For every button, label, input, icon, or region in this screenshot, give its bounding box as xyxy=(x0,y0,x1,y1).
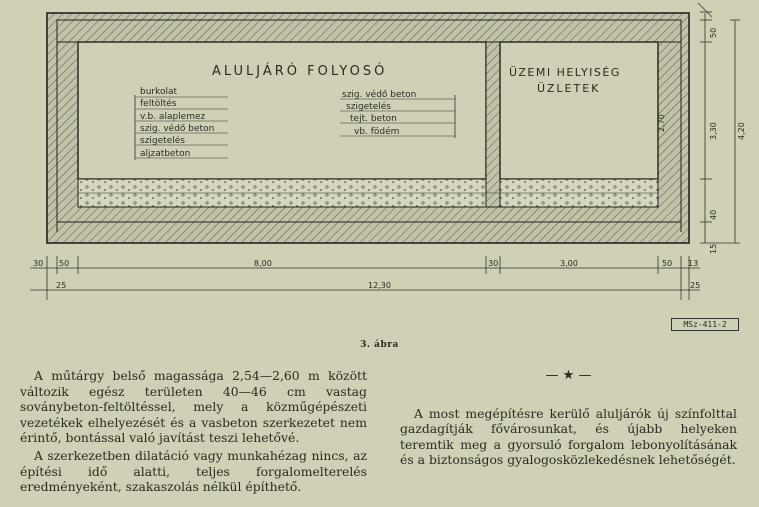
corridor-title: ALULJÁRÓ FOLYOSÓ xyxy=(212,64,388,79)
room-title-2: ÜZLETEK xyxy=(537,82,601,95)
dim-bottom: 50 xyxy=(59,259,70,268)
dim-bottom: 25 xyxy=(690,281,701,290)
paragraph: A műtárgy belső magassága 2,54—2,60 m között változik egész területen 40—46 cm vastag soványbeton-feltöltéssel, mely a közműgépészeti vezetékek elhelyezését és a vasbeton szerkezetet nem érintő, bontással való javítást teszi lehetővé. xyxy=(20,368,367,446)
roof-layer-label: tejt. beton xyxy=(350,114,397,124)
floor-layer-label: szig. védő beton xyxy=(140,124,215,134)
dim-right-inner: 15 xyxy=(709,243,718,254)
room-space xyxy=(500,42,658,179)
paragraph: A most megépítésre kerülő aluljárók új színfolttal gazdagítják fővárosunkat, és újabb helyeken teremtik meg a gyorsuló forgalom lebonyolításának és a biztonságos gyalogosközlekedésnek lehetőségét. xyxy=(400,405,737,468)
right-text-column xyxy=(400,368,737,470)
partition-wall xyxy=(486,42,500,207)
roof-layer-label: szig. védő beton xyxy=(342,90,417,100)
roof-layer-label: vb. födém xyxy=(354,127,400,137)
dim-right-outer: 3,30 xyxy=(709,122,718,140)
standard-code-stamp: MSz-411-2 xyxy=(671,318,739,331)
dim-right-inner: 50 xyxy=(709,27,718,38)
dim-bottom: 30 xyxy=(488,259,499,268)
dim-right-outer: 4,20 xyxy=(737,122,746,140)
room-title-1: ÜZEMI HELYISÉG xyxy=(509,66,621,79)
bottom-dimension-lines xyxy=(30,256,700,300)
dim-bottom: 50 xyxy=(662,259,673,268)
dim-bottom: 12,30 xyxy=(368,281,391,290)
dim-bottom: 3,00 xyxy=(560,259,578,268)
floor-layer-label: aljzatbeton xyxy=(140,149,191,159)
floor-layer-label: feltöltés xyxy=(140,99,177,109)
dim-bottom: 13 xyxy=(688,259,699,268)
roof-layer-label: szigetelés xyxy=(346,102,391,112)
dim-bottom: 8,00 xyxy=(254,259,272,268)
dim-bottom: 25 xyxy=(56,281,67,290)
dim-right-inner: 40 xyxy=(709,209,718,220)
floor-layer-label: burkolat xyxy=(140,87,178,97)
dim-right-inner: 2,70 xyxy=(657,114,666,132)
paragraph: A szerkezetben dilatáció vagy munkahézag nincs, az építési idő alatti, teljes forgalomelterelés eredményeként, szakaszolás nélkül építhető. xyxy=(20,447,367,495)
section-separator: — ★ — xyxy=(545,368,592,383)
floor-layer-label: v.b. alaplemez xyxy=(140,112,206,122)
figure-caption: 3. ábra xyxy=(360,340,399,350)
left-text-column xyxy=(20,368,367,497)
roof-slab xyxy=(57,20,681,42)
floor-layer-label: szigetelés xyxy=(140,136,185,146)
right-dimension-lines xyxy=(698,3,740,243)
dim-bottom: 30 xyxy=(33,259,44,268)
